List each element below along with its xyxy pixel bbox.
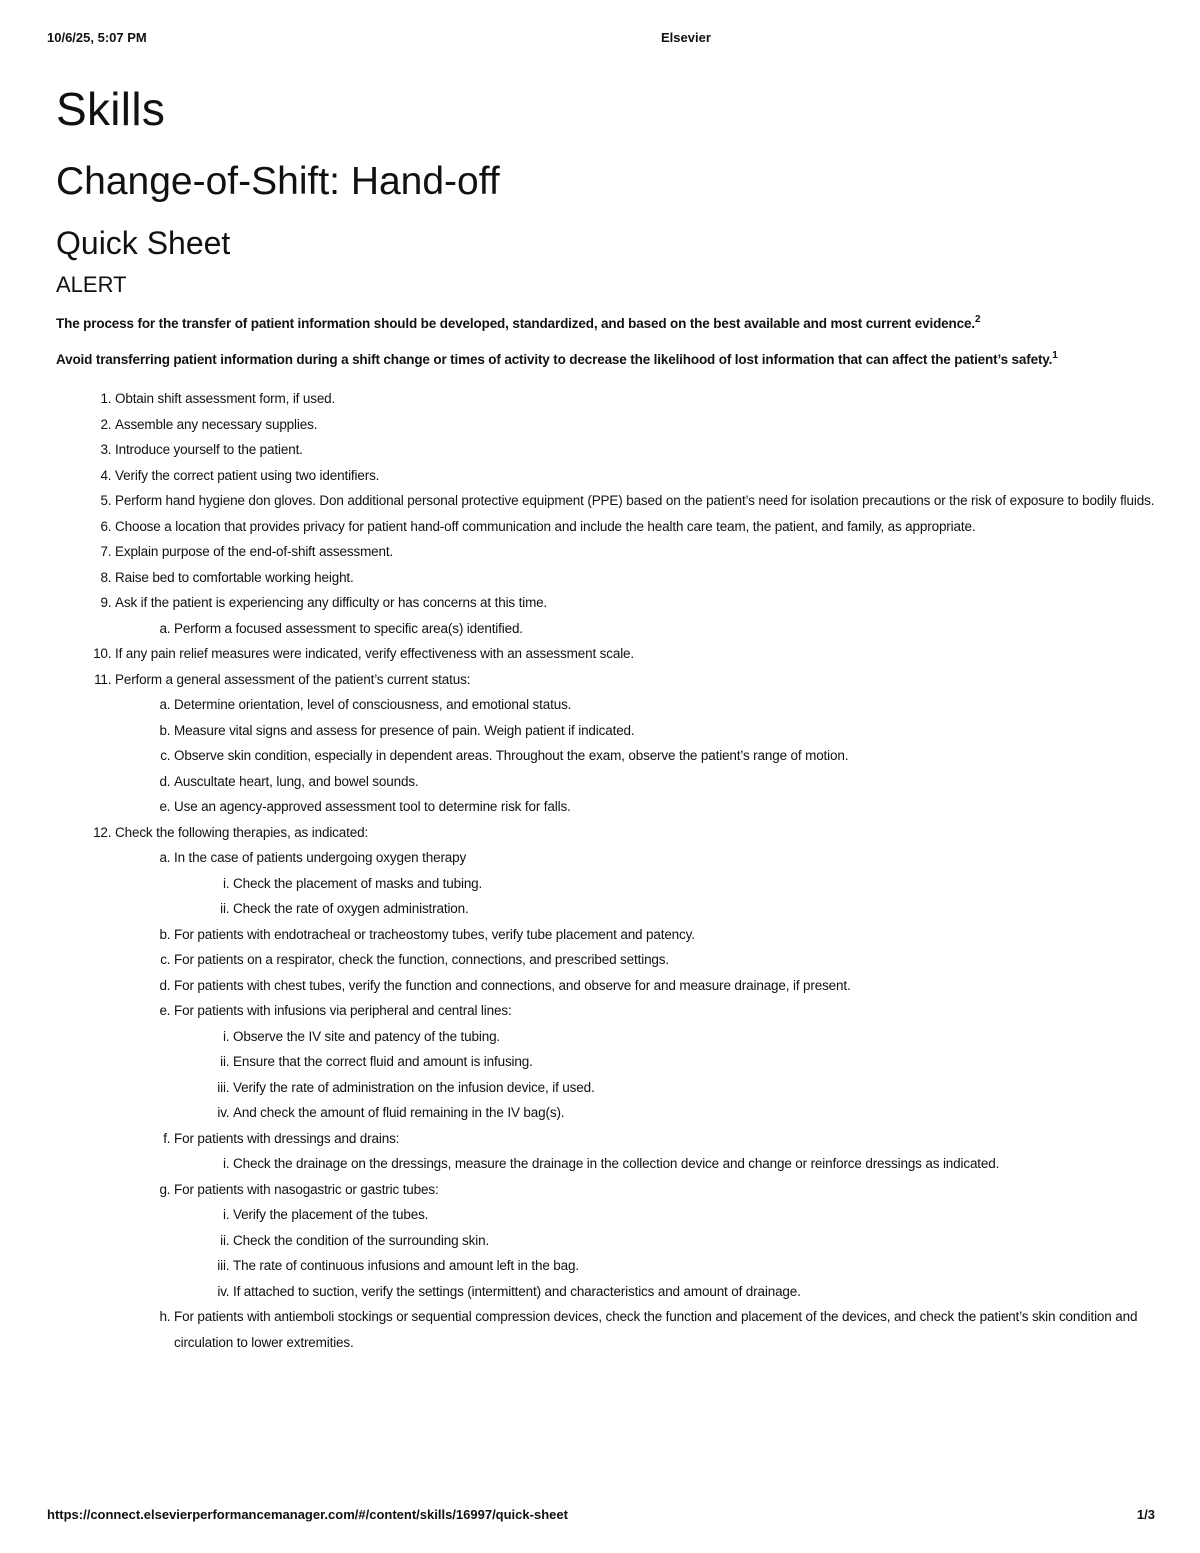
substep-text: Measure vital signs and assess for presence of pain. Weigh patient if indicated. bbox=[174, 722, 635, 738]
alert-text bbox=[56, 348, 1156, 372]
print-footer bbox=[47, 1507, 1155, 1527]
reference-marker[interactable]: 2 bbox=[974, 314, 981, 325]
substep-item bbox=[174, 922, 1156, 948]
sheet-subtitle: Quick Sheet bbox=[56, 225, 231, 261]
step-item bbox=[115, 488, 1156, 514]
substep-text: Auscultate heart, lung, and bowel sounds. bbox=[174, 773, 419, 789]
page-number: 1/3 bbox=[1136, 1507, 1155, 1522]
print-header bbox=[47, 30, 1155, 50]
substep-text: For patients on a respirator, check the function, connections, and prescribed settings. bbox=[174, 952, 669, 967]
subsubstep-text: And check the amount of fluid remaining in the IV bag(s). bbox=[233, 1105, 565, 1120]
substep-item bbox=[174, 1304, 1156, 1355]
substep-text: For patients with chest tubes, verify the function and connections, and observe for and measure drainage, if present. bbox=[174, 977, 851, 993]
subsubstep-item bbox=[233, 1100, 1156, 1126]
substep-text: Observe skin condition, especially in dependent areas. Throughout the exam, observe the patient’s range of motion. bbox=[174, 748, 849, 763]
step-text: Ask if the patient is experiencing any difficulty or has concerns at this time. bbox=[115, 595, 548, 610]
step-text: Perform hand hygiene don gloves. Don additional personal protective equipment (PPE) based on the patient’s need for isolation precautions or the risk of exposure to bodily fluids. bbox=[115, 493, 1155, 508]
step-item bbox=[115, 386, 1156, 412]
substep-item bbox=[174, 1177, 1156, 1305]
substep-item bbox=[174, 769, 1156, 795]
substep-text: For patients with antiemboli stockings or sequential compression devices, check the function and placement of the devices, and check the patient’s skin condition and circulation to lower extremities. bbox=[174, 1309, 1138, 1350]
subsubstep-item bbox=[233, 871, 1156, 897]
substep-item bbox=[174, 845, 1156, 922]
subsubstep-item bbox=[233, 1253, 1156, 1279]
step-item bbox=[115, 412, 1156, 438]
alert-heading: ALERT bbox=[56, 272, 127, 297]
subsubstep-item bbox=[233, 1024, 1156, 1050]
step-text: Introduce yourself to the patient. bbox=[115, 442, 303, 457]
subsubstep-list bbox=[174, 1151, 1156, 1177]
step-item bbox=[115, 437, 1156, 463]
substep-list bbox=[115, 845, 1156, 1355]
substep-text: Determine orientation, level of consciousness, and emotional status. bbox=[174, 697, 572, 712]
subsubstep-item bbox=[233, 1202, 1156, 1228]
step-text: Verify the correct patient using two identifiers. bbox=[115, 467, 380, 483]
step-item bbox=[115, 667, 1156, 820]
subsubstep-item bbox=[233, 1279, 1156, 1305]
substep-item bbox=[174, 718, 1156, 744]
substep-item bbox=[174, 947, 1156, 973]
step-item bbox=[115, 590, 1156, 641]
subsubstep-item bbox=[233, 1075, 1156, 1101]
print-url: https://connect.elsevierperformancemanager.com/#/content/skills/16997/quick-sheet bbox=[47, 1507, 568, 1522]
substep-list bbox=[115, 692, 1156, 820]
subsubstep-item bbox=[233, 896, 1156, 922]
step-text: Perform a general assessment of the patient’s current status: bbox=[115, 671, 471, 687]
subsubstep-text: The rate of continuous infusions and amount left in the bag. bbox=[233, 1258, 579, 1273]
subsubstep-item bbox=[233, 1228, 1156, 1254]
substep-text: For patients with nasogastric or gastric tubes: bbox=[174, 1181, 439, 1197]
step-text: Choose a location that provides privacy for patient hand-off communication and include the health care team, the patient, and family, as appropriate. bbox=[115, 518, 976, 534]
page-content bbox=[56, 78, 1156, 1355]
subsubstep-text: Check the placement of masks and tubing. bbox=[233, 875, 483, 891]
substep-item bbox=[174, 794, 1156, 820]
alert-text-body: Avoid transferring patient information during a shift change or times of activity to decrease the likelihood of lost information that can affect the patient’s safety. bbox=[56, 352, 1053, 367]
subsubstep-item bbox=[233, 1151, 1156, 1177]
substep-item bbox=[174, 973, 1156, 999]
step-text: Check the following therapies, as indicated: bbox=[115, 824, 369, 840]
subsubstep-text: Check the drainage on the dressings, measure the drainage in the collection device and change or reinforce dressings as indicated. bbox=[233, 1156, 1000, 1171]
step-text: Obtain shift assessment form, if used. bbox=[115, 391, 336, 406]
step-text: Explain purpose of the end-of-shift assessment. bbox=[115, 544, 394, 559]
subsubstep-list bbox=[174, 871, 1156, 922]
step-text: Raise bed to comfortable working height. bbox=[115, 569, 354, 585]
substep-item bbox=[174, 616, 1156, 642]
substep-item bbox=[174, 1126, 1156, 1177]
subsubstep-text: Verify the rate of administration on the infusion device, if used. bbox=[233, 1079, 595, 1095]
substep-text: For patients with infusions via peripheral and central lines: bbox=[174, 1003, 512, 1018]
step-item bbox=[115, 463, 1156, 489]
section-heading: Skills bbox=[56, 83, 166, 135]
step-item bbox=[115, 565, 1156, 591]
subsubstep-text: Check the rate of oxygen administration. bbox=[233, 901, 469, 916]
subsubstep-item bbox=[233, 1049, 1156, 1075]
step-item bbox=[115, 539, 1156, 565]
subsubstep-text: Observe the IV site and patency of the tubing. bbox=[233, 1028, 501, 1044]
step-text: If any pain relief measures were indicated, verify effectiveness with an assessment scale. bbox=[115, 646, 635, 661]
print-date: 10/6/25, 5:07 PM bbox=[47, 30, 147, 45]
subsubstep-list bbox=[174, 1024, 1156, 1126]
substep-item bbox=[174, 998, 1156, 1126]
step-text: Assemble any necessary supplies. bbox=[115, 416, 318, 432]
substep-item bbox=[174, 692, 1156, 718]
alert-text-body: The process for the transfer of patient information should be developed, standardized, and based on the best available and most current evidence. bbox=[56, 316, 975, 331]
subsubstep-text: If attached to suction, verify the settings (intermittent) and characteristics and amount of drainage. bbox=[233, 1283, 801, 1299]
subsubstep-list bbox=[174, 1202, 1156, 1304]
step-item bbox=[115, 514, 1156, 540]
reference-marker[interactable]: 1 bbox=[1052, 350, 1058, 361]
page-title: Change-of-Shift: Hand-off bbox=[56, 160, 500, 203]
alert-text bbox=[56, 312, 1156, 336]
substep-text: For patients with dressings and drains: bbox=[174, 1130, 400, 1146]
substep-text: In the case of patients undergoing oxygen therapy bbox=[174, 850, 467, 865]
substep-text: Perform a focused assessment to specific area(s) identified. bbox=[174, 620, 523, 636]
subsubstep-text: Verify the placement of the tubes. bbox=[233, 1207, 429, 1222]
step-item bbox=[115, 820, 1156, 1356]
substep-list bbox=[115, 616, 1156, 642]
print-site-name: Elsevier bbox=[661, 30, 711, 45]
subsubstep-text: Ensure that the correct fluid and amount is infusing. bbox=[233, 1054, 533, 1069]
substep-text: For patients with endotracheal or tracheostomy tubes, verify tube placement and patency. bbox=[174, 926, 695, 942]
procedure-steps-list bbox=[56, 386, 1156, 1355]
substep-item bbox=[174, 743, 1156, 769]
step-item bbox=[115, 641, 1156, 667]
subsubstep-text: Check the condition of the surrounding skin. bbox=[233, 1232, 490, 1248]
substep-text: Use an agency-approved assessment tool to determine risk for falls. bbox=[174, 799, 571, 814]
